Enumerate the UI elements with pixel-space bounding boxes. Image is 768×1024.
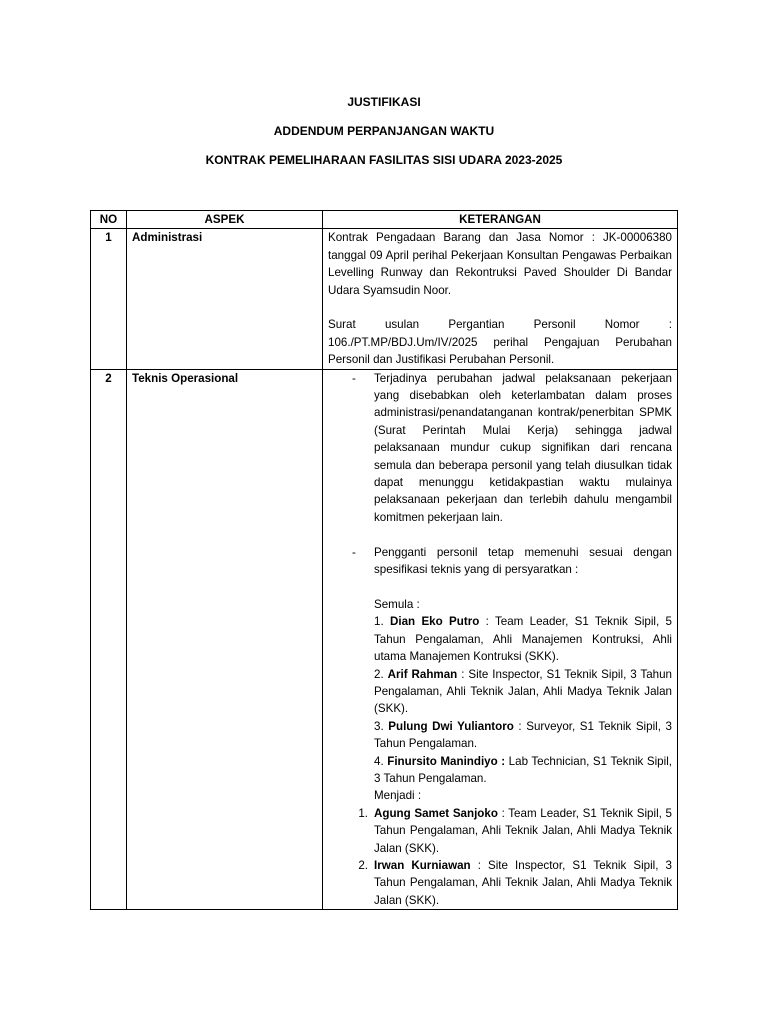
table-row [91,229,678,369]
item-number: 2. [358,858,368,872]
personnel-name: Finursito Manindiyo : [387,754,506,768]
contract-title: KONTRAK PEMELIHARAAN FASILITAS SISI UDARA 2023-2025 [205,153,563,167]
personnel-name: Irwan Kurniawan [374,858,471,872]
personnel-item [374,613,672,665]
row-number: 1 [91,229,127,369]
personnel-item [328,857,672,909]
document-title: JUSTIFIKASI [347,95,421,109]
aspect-label: Teknis Operasional [127,369,323,910]
point-text: Terjadinya perubahan jadwal pelaksanaan pekerjaan yang disebabkan oleh keterlambatan dalam proses administrasi/penandatanganan kontrak/penerbitan SPMK (Surat Perintah Mulai Kerja) sehingga jadwal pelaksanaan mundur cukup signifikan dari rencana semula dan beberapa personil yang telah diusulkan tidak dapat menunggu ketidakpastian waktu mulainya pelaksanaan pekerjaan dan terlebih dahulu mengambil komitmen pekerjaan lain. [374,371,672,524]
row-description [323,369,678,910]
item-number: 1. [358,806,368,820]
letter-paragraph: Surat usulan Pergantian Personil Nomor : 106./PT.MP/BDJ.Um/IV/2025 perihal Pengajuan Perubahan Personil dan Justifikasi Perubahan Personil. [328,318,672,367]
list-item [328,544,672,579]
item-number: 4. [374,754,388,768]
document-subtitle: ADDENDUM PERPANJANGAN WAKTU [273,124,495,138]
item-number: 2. [374,667,388,681]
personnel-item [374,753,672,788]
item-number: 3. [374,719,389,733]
menjadi-label: Menjadi : [374,789,422,803]
personnel-name: Pulung Dwi Yuliantoro [388,719,514,733]
table-row [91,369,678,910]
row-number: 2 [91,369,127,910]
dash-bullet: - [352,545,356,559]
item-number: 1. [374,615,390,629]
list-item [328,370,672,527]
personnel-text [374,805,672,857]
personnel-item [374,666,672,718]
header-keterangan: KETERANGAN [323,211,678,229]
personnel-name: Agung Samet Sanjoko [374,806,498,820]
semula-label: Semula : [374,597,420,611]
header-no: NO [91,211,127,229]
menjadi-list [328,805,672,909]
personnel-detail: : Team Leader, S1 Teknik Sipil, 5 Tahun Pengalaman, Ahli Manajemen Kontruksi, Ahli utama Manajemen Kontruksi (SKK). [374,615,672,664]
personnel-name: Arif Rahman [387,667,458,681]
justification-table [90,210,678,910]
personnel-detail: : Surveyor, S1 Teknik Sipil, 3 Tahun Pengalaman. [374,719,672,751]
personnel-detail: : Site Inspector, S1 Teknik Sipil, 3 Tahun Pengalaman, Ahli Teknik Jalan, Ahli Madya Teknik Jalan (SKK). [374,858,672,907]
personnel-name: Dian Eko Putro [390,615,480,629]
table-header-row [91,211,678,229]
personnel-text [374,857,672,909]
personnel-detail: Lab Technician, S1 Teknik Sipil, 3 Tahun Pengalaman. [374,754,672,785]
row-description [323,229,678,369]
aspect-label: Administrasi [127,229,323,369]
personnel-item [328,805,672,857]
contract-paragraph: Kontrak Pengadaan Barang dan Jasa Nomor : JK-00006380 tanggal 09 April perihal Pekerjaan Konsultan Pengawas Perbaikan Levelling Runway dan Rekontruksi Paved Shoulder Di Bandar Udara Syamsudin Noor. [328,231,672,297]
semula-list [374,613,672,787]
personnel-detail: : Site Inspector, S1 Teknik Sipil, 3 Tahun Pengalaman, Ahli Teknik Jalan, Ahli Madya Teknik Jalan (SKK). [374,667,673,716]
point-text: Pengganti personil tetap memenuhi sesuai dengan spesifikasi teknis yang di persyaratkan : [374,545,672,577]
header-aspek: ASPEK [127,211,323,229]
personnel-item [374,718,672,753]
dash-bullet: - [352,371,356,385]
personnel-detail: : Team Leader, S1 Teknik Sipil, 5 Tahun Pengalaman, Ahli Teknik Jalan, Ahli Madya Teknik Jalan (SKK). [374,806,672,855]
